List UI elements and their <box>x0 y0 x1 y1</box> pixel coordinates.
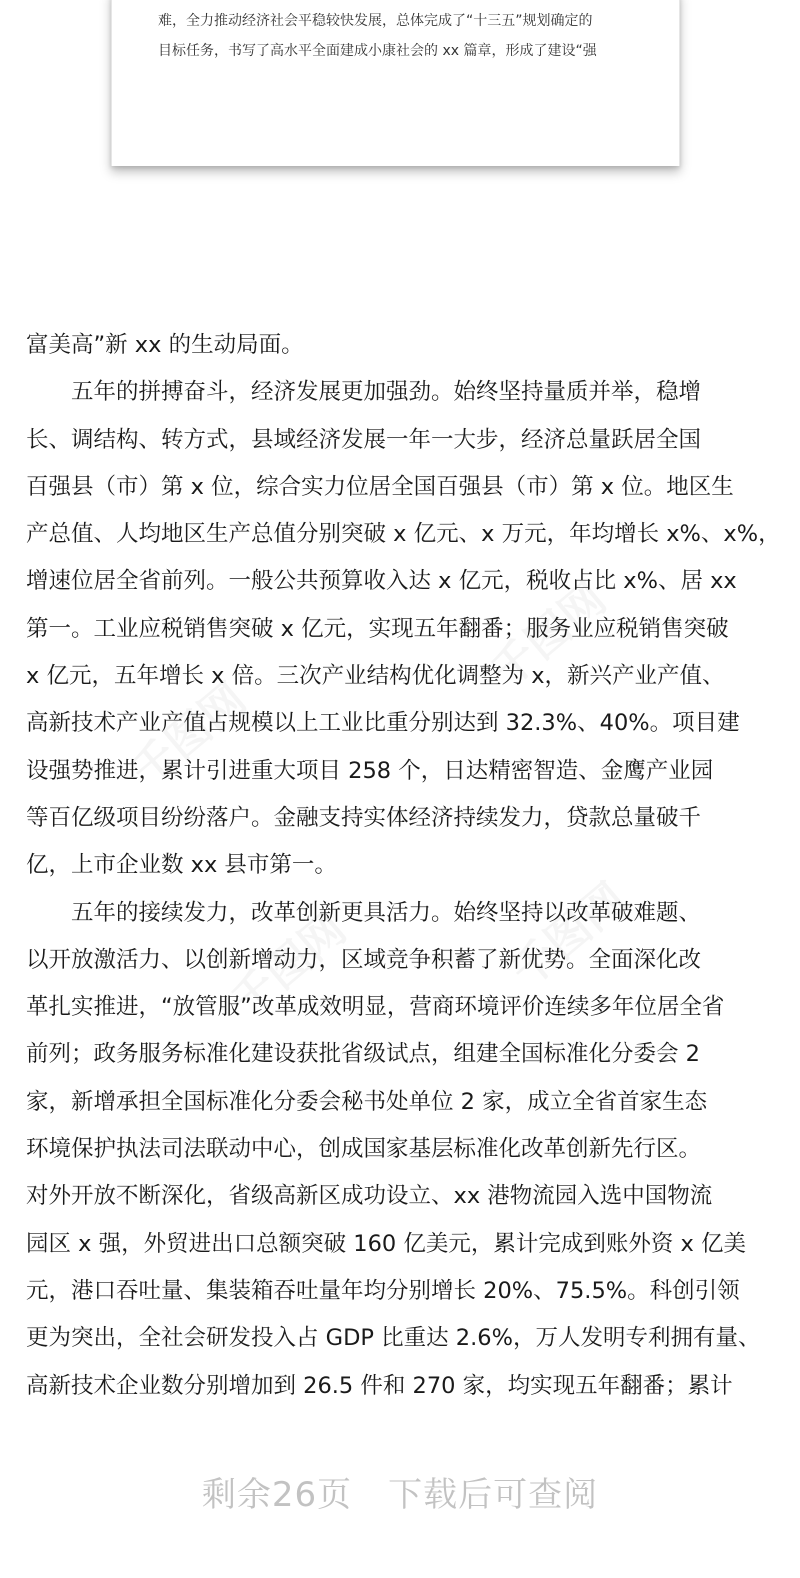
watermark: 千图网 <box>121 673 256 798</box>
preview-page-card <box>111 0 680 166</box>
body-line: 长、调结构、转方式，县域经济发展一年一大步，经济总量跃居全国 <box>26 426 702 453</box>
remaining-pages-label: 剩余26页 <box>201 1475 353 1515</box>
preview-line: 目标任务，书写了高水平全面建成小康社会的 xx 篇章，形成了建设“强 <box>158 43 597 59</box>
body-line: 前列；政务服务标准化建设获批省级试点，组建全国标准化分委会 2 <box>26 1041 700 1068</box>
body-line: 高新技术企业数分别增加到 26.5 件和 270 家，均实现五年翻番；累计 <box>26 1372 733 1399</box>
body-line: 等百亿级项目纷纷落户。金融支持实体经济持续发力，贷款总量破千 <box>26 804 702 831</box>
body-line: 更为突出，全社会研发投入占 GDP 比重达 2.6%，万人发明专利拥有量、 <box>26 1325 761 1352</box>
body-line: 家，新增承担全国标准化分委会秘书处单位 2 家，成立全省首家生态 <box>26 1088 708 1115</box>
body-line: 百强县（市）第 x 位，综合实力位居全国百强县（市）第 x 位。地区生 <box>26 473 734 500</box>
body-line: 富美高”新 xx 的生动局面。 <box>26 332 304 358</box>
body-line: 设强势推进，累计引进重大项目 258 个，日达精密智造、金鹰产业园 <box>26 757 714 784</box>
body-line: 五年的拼搏奋斗，经济发展更加强劲。始终坚持量质并举，稳增 <box>26 379 702 406</box>
body-line: 园区 x 强，外贸进出口总额突破 160 亿美元，累计完成到账外资 x 亿美 <box>26 1230 746 1257</box>
watermark: 千图网 <box>221 903 356 1028</box>
body-line: 增速位居全省前列。一般公共预算收入达 x 亿元，税收占比 x%、居 xx <box>26 568 737 595</box>
body-line: 亿，上市企业数 xx 县市第一。 <box>26 852 337 879</box>
preview-line <box>158 0 648 2</box>
watermark: 千图网 <box>481 573 616 698</box>
body-line: 产总值、人均地区生产总值分别突破 x 亿元、x 万元，年均增长 x%、x%， <box>26 521 781 548</box>
download-footer <box>0 1445 800 1535</box>
download-to-view-button[interactable] <box>202 1467 598 1516</box>
document-body <box>26 322 781 1410</box>
body-line: 高新技术产业产值占规模以上工业比重分别达到 32.3%、40%。项目建 <box>26 710 740 737</box>
download-action-label: 下载后可查阅 <box>388 1475 599 1515</box>
body-line: 五年的接续发力，改革创新更具活力。始终坚持以改革破难题、 <box>26 899 702 926</box>
body-line: 环境保护执法司法联动中心，创成国家基层标准化改革创新先行区。 <box>26 1136 702 1163</box>
body-line: 对外开放不断深化，省级高新区成功设立、xx 港物流园入选中国物流 <box>26 1183 713 1210</box>
body-line: 元，港口吞吐量、集装箱吞吐量年均分别增长 20%、75.5%。科创引领 <box>26 1277 740 1304</box>
preview-line: 难，全力推动经济社会平稳较快发展，总体完成了“十三五”规划确定的 <box>158 13 593 29</box>
watermark: 千图网 <box>501 873 636 998</box>
body-line: 第一。工业应税销售突破 x 亿元，实现五年翻番；服务业应税销售突破 <box>26 615 729 642</box>
body-line: x 亿元，五年增长 x 倍。三次产业结构优化调整为 x，新兴产业产值、 <box>26 663 725 690</box>
body-line: 革扎实推进，“放管服”改革成效明显，营商环境评价连续多年位居全省 <box>26 994 725 1021</box>
body-line: 以开放激活力、以创新增动力，区域竞争积蓄了新优势。全面深化改 <box>26 946 702 973</box>
